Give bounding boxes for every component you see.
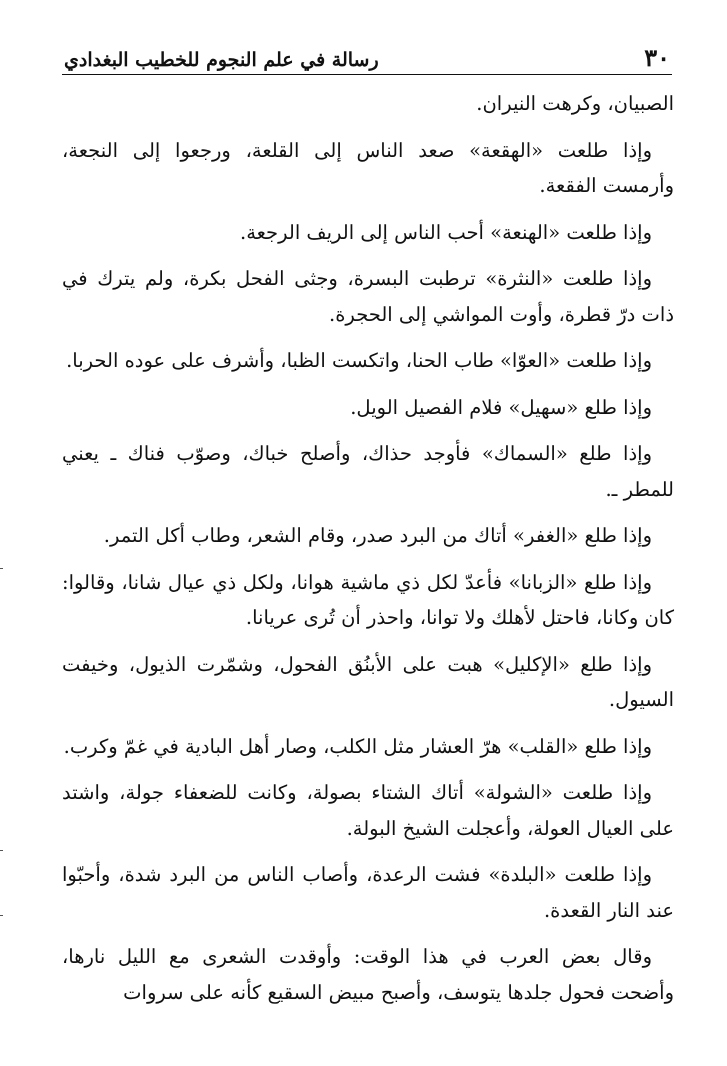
paragraph: الصبيان، وكرهت النيران. (476, 92, 674, 115)
paragraph: وإذا طلعت «الهقعة» صعد الناس إلى القلعة، ورجعوا إلى النجعة، وأرمست الفقعة. (62, 138, 674, 197)
scan-margin-mark (0, 850, 3, 851)
paragraph: وإذا طلع «الإكليل» هبت على الأبنُق الفحول، وشمّرت الذيول، وخيفت السيول. (62, 652, 674, 711)
scan-margin-mark (0, 568, 3, 569)
paragraph: وإذا طلعت «النثرة» ترطبت البسرة، وجثى الفحل بكرة، ولم يترك في ذات درّ قطرة، وأوت المواشي إلى الحجرة. (62, 267, 674, 326)
paragraph: وقال بعض العرب في هذا الوقت: وأوقدت الشعرى مع الليل نارها، وأضحت فحول جلدها يتوسف، وأصبح مبيض السقيع كأنه على سروات (62, 945, 674, 1004)
paragraph: وإذا طلعت «الهنعة» أحب الناس إلى الريف الرجعة. (240, 220, 652, 244)
paragraph: وإذا طلعت «العوّا» طاب الحنا، واتكست الظبا، وأشرف على عوده الحربا. (66, 349, 652, 372)
body-text (62, 86, 674, 1021)
paragraph: وإذا طلع «القلب» هرّ العشار مثل الكلب، وصار أهل البادية في غمّ وكرب. (63, 734, 652, 758)
paragraph: وإذا طلع «السماك» فأوجد حذاك، وأصلح خباك، وصوّب فناك ـ يعني للمطر ـ. (62, 442, 674, 501)
page-number: ٣٠ (644, 43, 670, 72)
paragraph: وإذا طلعت «الشولة» أتاك الشتاء بصولة، وكانت للضعفاء جولة، واشتد على العيال العولة، وأعجلت الشيخ البولة. (62, 781, 674, 840)
book-title: رسالة في علم النجوم للخطيب البغدادي (64, 49, 379, 71)
paragraph: وإذا طلعت «البلدة» فشت الرعدة، وأصاب الناس من البرد شدة، وأحبّوا عند النار القعدة. (62, 863, 674, 922)
paragraph: وإذا طلع «سهيل» فلام الفصيل الويل. (350, 395, 652, 419)
running-header (62, 36, 672, 75)
scan-margin-mark (0, 915, 3, 916)
paragraph: وإذا طلع «الزبانا» فأعدّ لكل ذي ماشية هوانا، ولكل ذي عيال شانا، وقالوا: كان وكانا، فاحتل لأهلك ولا توانا، واحذر أن تُرى عريانا. (62, 570, 674, 629)
paragraph: وإذا طلع «الغفر» أتاك من البرد صدر، وقام الشعر، وطاب أكل التمر. (103, 524, 652, 547)
